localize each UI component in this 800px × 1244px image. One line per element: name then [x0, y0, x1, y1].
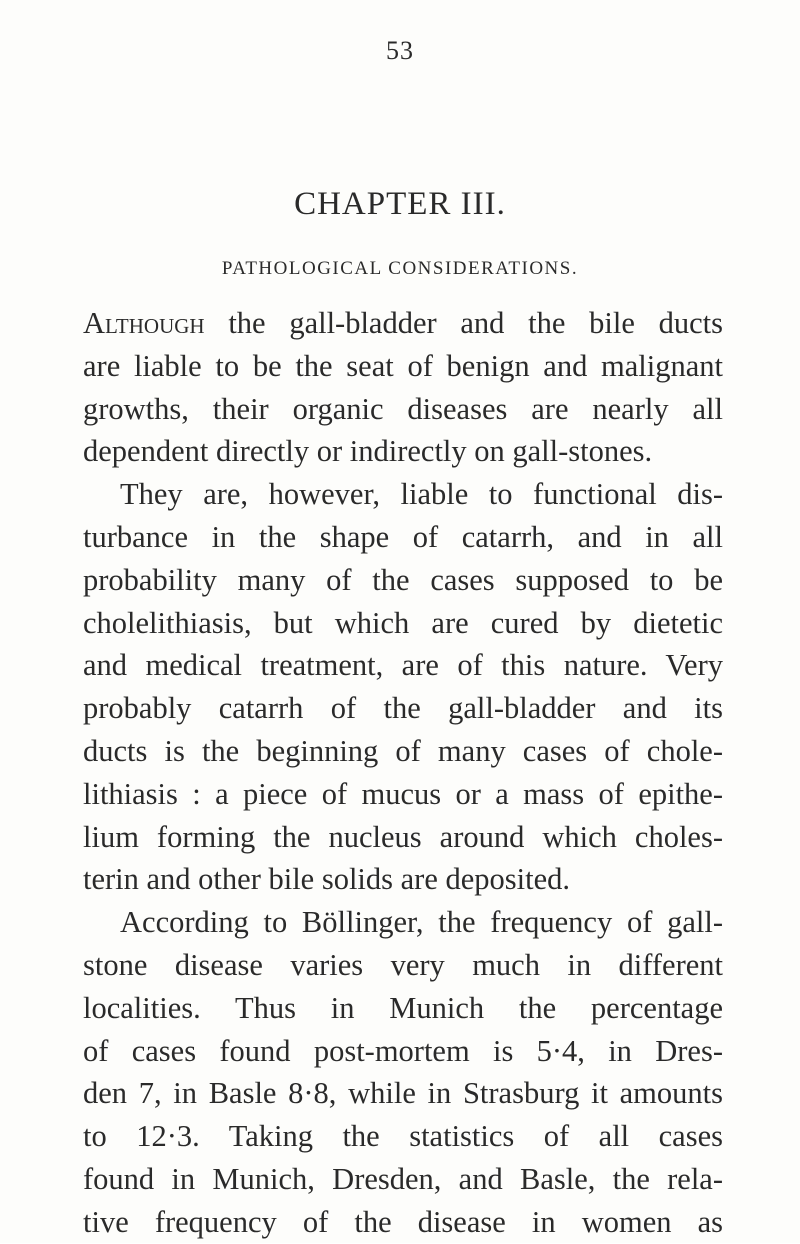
text-line-18: of cases found post-mortem is 5·4, in Dres-	[83, 1033, 723, 1068]
opening-word: Although	[83, 306, 205, 340]
text-line-3: growths, their organic diseases are nearly all	[83, 391, 723, 426]
text-line-15: According to Böllinger, the frequency of gall-	[120, 905, 723, 940]
text-line-4: dependent directly or indirectly on gall-stones.	[83, 434, 653, 469]
text-line-7: probability many of the cases supposed to be	[83, 562, 723, 597]
text-line-17: localities. Thus in Munich the percentage	[83, 990, 723, 1025]
text-line-16: stone disease varies very much in different	[83, 947, 723, 982]
text-line-14: terin and other bile solids are deposited.	[83, 862, 571, 897]
text-line-6: turbance in the shape of catarrh, and in all	[83, 519, 723, 554]
text-line-13: lium forming the nucleus around which choles-	[83, 819, 723, 854]
chapter-title: CHAPTER III.	[294, 186, 506, 222]
text-line-10: probably catarrh of the gall-bladder and its	[83, 691, 723, 726]
text-line-12: lithiasis : a piece of mucus or a mass of epithe-	[83, 776, 723, 811]
text-line-5: They are, however, liable to functional dis-	[120, 477, 723, 512]
text-line-9: and medical treatment, are of this nature. Very	[83, 648, 723, 683]
text-line-19: den 7, in Basle 8·8, while in Strasburg it amounts	[83, 1076, 723, 1111]
text-line-2: are liable to be the seat of benign and malignant	[83, 348, 723, 383]
text-line-8: cholelithiasis, but which are cured by dietetic	[83, 605, 723, 640]
text-line-22: tive frequency of the disease in women as	[83, 1204, 723, 1239]
text-line-1	[83, 302, 723, 345]
text-line-21: found in Munich, Dresden, and Basle, the rela-	[83, 1161, 723, 1196]
chapter-subtitle: PATHOLOGICAL CONSIDERATIONS.	[221, 258, 579, 279]
page-number: 53	[386, 36, 414, 65]
text-line-11: ducts is the beginning of many cases of chole-	[83, 733, 723, 768]
body-text	[83, 302, 723, 1244]
text-line-1-rest: the gall-bladder and the bile ducts	[204, 306, 723, 340]
text-line-20: to 12·3. Taking the statistics of all cases	[83, 1119, 723, 1154]
